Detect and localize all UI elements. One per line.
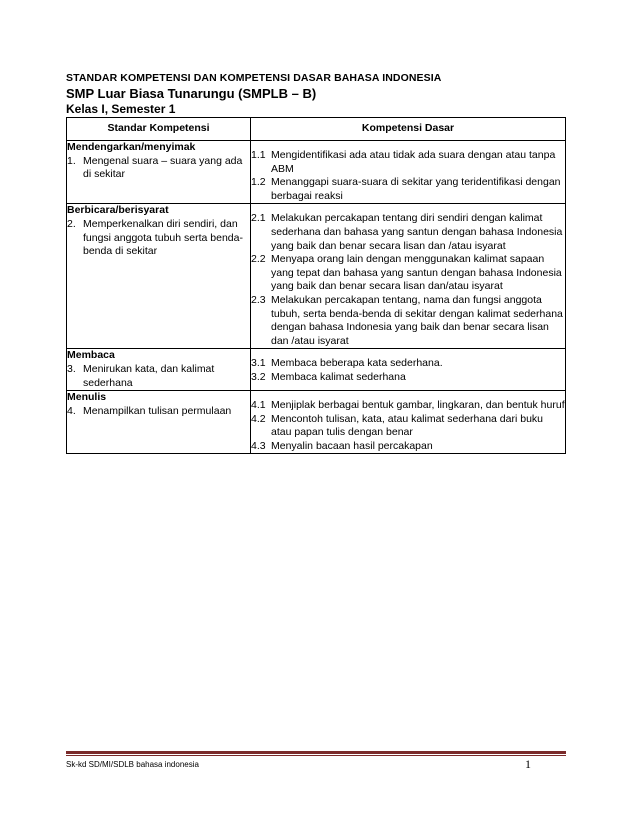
kd-text: Menyapa orang lain dengan menggunakan kalimat sapaan yang tepat dan bahasa yang santun dengan bahasa Indonesia yang baik dan benar secara lisan dan/atau isyarat [271, 253, 562, 293]
aspect-label: Menulis [67, 391, 107, 404]
kd-text: Menanggapi suara-suara di sekitar yang teridentifikasi dengan berbagai reaksi [271, 176, 561, 202]
kd-item [251, 294, 565, 348]
kd-number: 1.2 [251, 176, 266, 189]
sk-cell [67, 349, 251, 391]
footer-text: Sk-kd SD/MI/SDLB bahasa indonesia [66, 760, 199, 769]
footer-rule-thin [66, 755, 566, 756]
sk-number: 1. [67, 154, 76, 167]
kd-number: 2.2 [251, 253, 266, 266]
competency-table [66, 117, 566, 454]
sk-text: Memperkenalkan diri sendiri, dan fungsi anggota tubuh serta benda-benda di sekitar [83, 217, 243, 258]
kd-item [251, 413, 565, 440]
kd-number: 1.1 [251, 149, 266, 161]
sk-cell [67, 391, 251, 454]
sk-number: 4. [67, 404, 76, 417]
table-row [67, 141, 566, 204]
kd-number: 3.2 [251, 370, 266, 383]
kd-item [251, 212, 565, 253]
kd-item [251, 357, 565, 371]
kd-item [251, 253, 565, 294]
sk-text: Mengenal suara – suara yang ada di sekitar [83, 154, 243, 181]
kd-cell [251, 141, 566, 204]
document-title: STANDAR KOMPETENSI DAN KOMPETENSI DASAR BAHASA INDONESIA [66, 72, 442, 84]
kd-item [251, 440, 565, 454]
kd-item [251, 371, 565, 385]
table-row [67, 204, 566, 349]
kd-text: Melakukan percakapan tentang diri sendiri dengan kalimat sederhana dan bahasa yang santun dengan bahasa Indonesia yang baik dan benar secara lisan dan /atau isyarat [271, 212, 563, 252]
sk-cell [67, 204, 251, 349]
column-header-sk: Standar Kompetensi [67, 118, 251, 141]
sk-item [67, 363, 250, 390]
kd-text: Mencontoh tulisan, kata, atau kalimat sederhana dari buku atau papan tulis dengan benar [271, 412, 544, 439]
kd-cell [251, 349, 566, 391]
kd-item [251, 149, 565, 176]
sk-item [67, 218, 250, 259]
sk-number: 2. [67, 217, 76, 230]
class-semester: Kelas I, Semester 1 [66, 102, 176, 116]
page-number: 1 [525, 757, 531, 771]
kd-item [251, 176, 565, 203]
kd-number: 4.1 [251, 399, 266, 412]
kd-text: Melakukan percakapan tentang, nama dan fungsi anggota tubuh, serta benda-benda di sekitar dengan kalimat sederhana dengan bahasa Indonesia yang baik dan benar secara lisan dan /atau isyarat [271, 293, 563, 347]
kd-cell [251, 391, 566, 454]
column-header-kd: Kompetensi Dasar [251, 118, 566, 141]
kd-number: 4.2 [251, 412, 266, 425]
sk-item [67, 405, 250, 419]
sk-item [67, 155, 250, 182]
aspect-label: Membaca [67, 349, 115, 362]
school-name: SMP Luar Biasa Tunarungu (SMPLB – B) [66, 86, 317, 101]
kd-item [251, 399, 565, 413]
table-row [67, 349, 566, 391]
table-header-row [67, 118, 566, 141]
kd-cell [251, 204, 566, 349]
sk-text: Menirukan kata, dan kalimat sederhana [83, 362, 215, 389]
kd-number: 4.3 [251, 439, 266, 452]
kd-number: 3.1 [251, 357, 266, 370]
sk-number: 3. [67, 362, 76, 375]
kd-text: Membaca beberapa kata sederhana. [271, 357, 443, 370]
kd-number: 2.1 [251, 212, 266, 225]
kd-number: 2.3 [251, 293, 266, 306]
document-header [66, 71, 566, 117]
sk-text: Menampilkan tulisan permulaan [83, 404, 232, 417]
kd-text: Menjiplak berbagai bentuk gambar, lingkaran, dan bentuk huruf [271, 399, 565, 412]
table-row [67, 391, 566, 454]
kd-text: Membaca kalimat sederhana [271, 370, 406, 383]
kd-text: Menyalin bacaan hasil percakapan [271, 439, 433, 452]
aspect-label: Berbicara/berisyarat [67, 204, 169, 217]
kd-text: Mengidentifikasi ada atau tidak ada suara dengan atau tanpa ABM [271, 149, 556, 175]
footer-rule-thick [66, 751, 566, 754]
aspect-label: Mendengarkan/menyimak [67, 141, 196, 153]
sk-cell [67, 141, 251, 204]
